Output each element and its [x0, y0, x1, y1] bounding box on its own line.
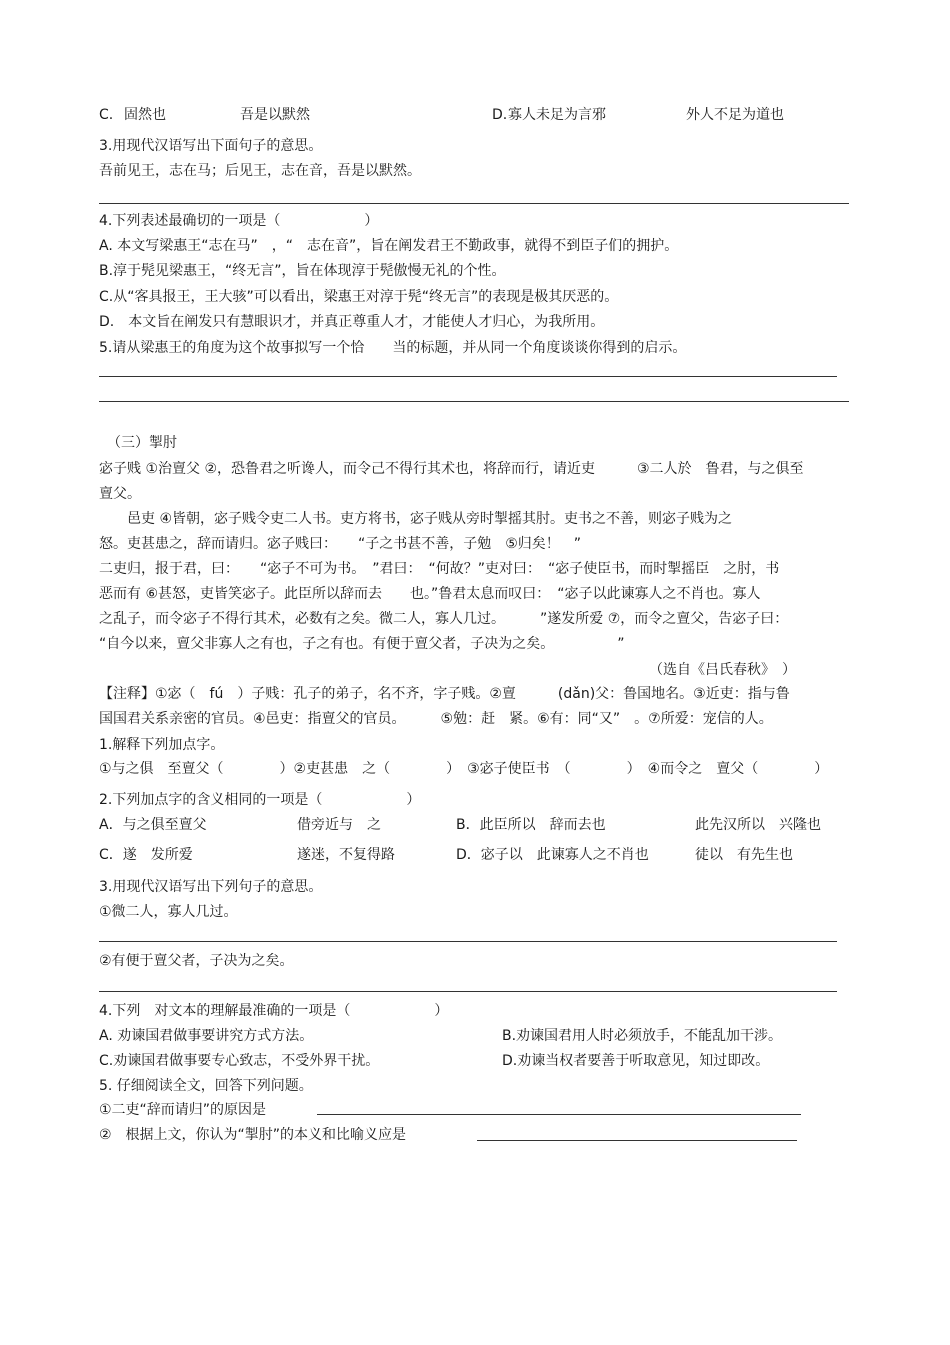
answer-line[interactable] — [99, 991, 837, 992]
s3-q3-item-1: ①微二人，寡人几过。 — [99, 904, 238, 920]
s3-q4-option-c: C.劝谏国君做事要专心致志，不受外界干扰。 — [99, 1053, 380, 1069]
s3-q2-option-d2: 徒以 有先生也 — [695, 847, 793, 863]
s1-q5-title: 5.请从梁惠王的角度为这个故事拟写一个恰 当的标题，并从同一个角度谈谈你得到的启示。 — [99, 340, 687, 356]
s3-q2-option-a2: 借旁近与 之 — [297, 817, 381, 833]
s1-q4-option-b: B.淳于髡见梁惠王，“终无言”，旨在体现淳于髡傲慢无礼的个性。 — [99, 263, 506, 279]
s3-q2-option-c1: C．遂 发所爱 — [99, 847, 193, 863]
s3-q5-item-2: ② 根据上文，你认为“掣肘”的本义和比喻义应是 — [99, 1127, 407, 1143]
s3-q4-option-a: A. 劝谏国君做事要讲究方式方法。 — [99, 1028, 314, 1044]
option-c-phrase-a: 固然也 — [124, 107, 166, 123]
s3-q2-option-c2: 遂迷，不复得路 — [297, 847, 395, 863]
passage-source: （选自《吕氏春秋》 ） — [649, 662, 796, 678]
option-c-label: C. — [99, 107, 114, 123]
passage-line: 二吏归，报于君，曰： “宓子不可为书。 ”君曰： “何故？”吏对曰： “宓子使臣书，而时掣摇臣 之肘，书 — [99, 561, 780, 577]
option-d-phrase-b: 外人不足为道也 — [686, 107, 784, 123]
answer-line[interactable] — [317, 1114, 801, 1115]
answer-line[interactable] — [477, 1140, 797, 1141]
s3-q2-option-a1: A．与之俱至亶父 — [99, 817, 207, 833]
s3-q4-title: 4.下列 对文本的理解最准确的一项是（ ） — [99, 1003, 449, 1019]
passage-line: 怒。吏甚患之，辞而请归。宓子贱曰： “子之书甚不善，子勉 ⑤归矣！ ” — [99, 536, 582, 552]
passage-line: 亶父。 — [99, 486, 141, 502]
option-d-label: D. — [492, 107, 508, 123]
s3-q2-title: 2.下列加点字的含义相同的一项是（ ） — [99, 792, 421, 808]
answer-line[interactable] — [99, 941, 837, 942]
s1-q3-sentence: 吾前见王，志在马；后见王，志在音，吾是以默然。 — [99, 163, 421, 179]
section3-heading: （三）掣肘 — [107, 435, 177, 451]
passage-line: 邑吏 ④皆朝，宓子贱令吏二人书。吏方将书，宓子贱从旁时掣摇其肘。吏书之不善，则宓子贱为之 — [99, 511, 732, 527]
annotation-line: 【注释】①宓（ fú ）子贱：孔子的弟子，名不齐，字子贱。②亶 (dǎn)父：鲁国地名。③近吏：指与鲁 — [99, 686, 790, 702]
annotation-line: 国国君关系亲密的官员。④邑吏：指亶父的官员。 ⑤勉：赶 紧。⑥有：同“又” 。⑦所爱：宠信的人。 — [99, 711, 773, 727]
answer-line[interactable] — [99, 401, 849, 402]
passage-line: 恶而有 ⑥甚怒，吏皆笑宓子。此臣所以辞而去 也。”鲁君太息而叹曰： “宓子以此谏寡人之不肖也。寡人 — [99, 586, 761, 602]
answer-line[interactable] — [99, 376, 837, 377]
s3-q2-option-b1: B．此臣所以 辞而去也 — [456, 817, 606, 833]
s3-q4-option-b: B.劝谏国君用人时必须放手，不能乱加干涉。 — [502, 1028, 783, 1044]
s3-q2-option-d1: D．宓子以 此谏寡人之不肖也 — [456, 847, 649, 863]
passage-line: “自今以来，亶父非寡人之有也，子之有也。有便于亶父者，子决为之矣。 ” — [99, 636, 625, 652]
passage-line: 宓子贱 ①治亶父 ②，恐鲁君之听谗人，而令己不得行其术也，将辞而行，请近吏 ③二人於 鲁君，与之俱至 — [99, 461, 804, 477]
option-c-phrase-b: 吾是以默然 — [240, 107, 310, 123]
passage-line: 之乱子，而令宓子不得行其术，必数有之矣。微二人，寡人几过。 ”遂发所爱 ⑦，而令之亶父，告宓子曰： — [99, 611, 789, 627]
s3-q3-item-2: ②有便于亶父者，子决为之矣。 — [99, 953, 294, 969]
s3-q4-option-d: D.劝谏当权者要善于听取意见，知过即改。 — [502, 1053, 770, 1069]
s1-q4-option-c: C.从“客具报王，王大骇”可以看出，梁惠王对淳于髡“终无言”的表现是极其厌恶的。 — [99, 289, 619, 305]
s3-q3-title: 3.用现代汉语写出下列句子的意思。 — [99, 879, 323, 895]
s1-q3-title: 3.用现代汉语写出下面句子的意思。 — [99, 138, 323, 154]
s1-q4-option-a: A. 本文写梁惠王“志在马” ，“ 志在音”，旨在阐发君王不勤政事，就得不到臣子们的拥护。 — [99, 238, 679, 254]
s1-q4-option-d: D. 本文旨在阐发只有慧眼识才，并真正尊重人才，才能使人才归心，为我所用。 — [99, 314, 605, 330]
s3-q5-title: 5. 仔细阅读全文，回答下列问题。 — [99, 1078, 313, 1094]
s3-q2-option-b2: 此先汉所以 兴隆也 — [695, 817, 821, 833]
answer-line[interactable] — [99, 203, 849, 204]
option-d-phrase-a: 寡人未足为言邪 — [508, 107, 606, 123]
s3-q1-items: ①与之俱 至亶父（ ）②吏甚患 之（ ） ③宓子使臣书 （ ） ④而令之 亶父（ ） — [99, 761, 829, 777]
s3-q5-item-1: ①二吏“辞而请归”的原因是 — [99, 1102, 267, 1118]
s3-q1-title: 1.解释下列加点字。 — [99, 737, 225, 753]
s1-q4-title: 4.下列表述最确切的一项是（ ） — [99, 213, 379, 229]
